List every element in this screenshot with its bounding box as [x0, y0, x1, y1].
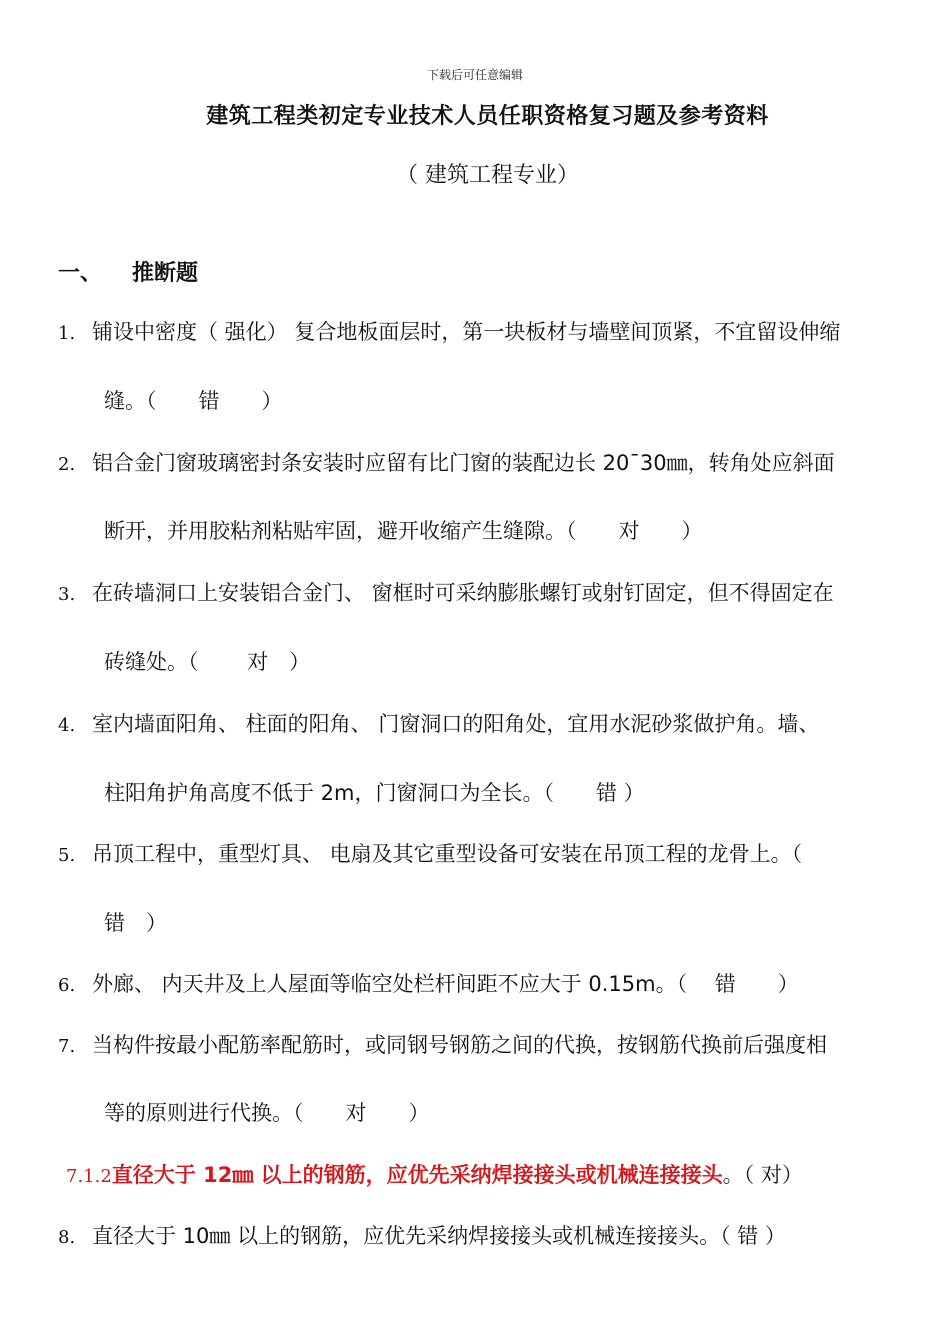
question-number: 1. — [58, 323, 76, 344]
question-item-3-continuation: 砖缝处。（ 对 ） — [104, 650, 311, 674]
document-title: 建筑工程类初定专业技术人员任职资格复习题及参考资料 — [206, 104, 769, 129]
question-number: 7. — [58, 1036, 76, 1057]
question-number: 3. — [58, 584, 76, 605]
question-text: 吊顶工程中，重型灯具、 电扇及其它重型设备可安装在吊顶工程的龙骨上。（ — [92, 842, 803, 866]
question-text: 直径大于 10㎜ 以上的钢筋，应优先采纳焊接接头或机械连接接头。（ 错 ） — [92, 1224, 786, 1248]
question-item-1-continuation: 缝。（ 错 ） — [104, 389, 283, 413]
document-subtitle: （ 建筑工程专业） — [396, 163, 579, 188]
question-number: 4. — [58, 715, 76, 736]
section-heading — [58, 256, 198, 287]
question-item-5-continuation: 错 ） — [104, 911, 167, 935]
answer-text: 。（ 对） — [722, 1163, 803, 1187]
question-text: 外廊、 内天井及上人屋面等临空处栏杆间距不应大于 0.15m。（ 错 ） — [92, 972, 799, 996]
highlighted-question-item — [66, 1159, 803, 1189]
question-item-4 — [58, 708, 819, 738]
question-item-5 — [58, 838, 802, 868]
question-text: 铝合金门窗玻璃密封条安装时应留有比门窗的装配边长 20¯30㎜，转角处应斜面 — [92, 451, 835, 475]
question-item-7 — [58, 1029, 827, 1059]
question-item-1 — [58, 316, 840, 346]
question-number: 6. — [58, 975, 76, 996]
question-item-8 — [58, 1220, 786, 1250]
question-number: 8. — [58, 1227, 76, 1248]
question-text: 铺设中密度（ 强化） 复合地板面层时，第一块板材与墙壁间顶紧，不宜留设伸缩 — [92, 320, 841, 344]
question-item-4-continuation: 柱阳角护角高度不低于 2m，门窗洞口为全长。（ 错 ） — [104, 781, 645, 805]
question-text: 室内墙面阳角、 柱面的阳角、 门窗洞口的阳角处，宜用水泥砂浆做护角。墙、 — [92, 712, 820, 736]
question-item-2 — [58, 447, 835, 477]
page-header: 下载后可任意编辑 — [426, 68, 523, 82]
section-number: 一、 — [58, 261, 103, 286]
question-text: 当构件按最小配筋率配筋时，或同钢号钢筋之间的代换，按钢筋代换前后强度相 — [92, 1033, 827, 1057]
question-number: 2. — [58, 454, 76, 475]
question-item-2-continuation: 断开，并用胶粘剂粘贴牢固，避开收缩产生缝隙。（ 对 ） — [104, 519, 703, 543]
question-text: 在砖墙洞口上安装铝合金门、 窗框时可采纳膨胀螺钉或射钉固定，但不得固定在 — [92, 581, 834, 605]
question-item-3 — [58, 577, 834, 607]
question-item-7-continuation: 等的原则进行代换。（ 对 ） — [104, 1101, 430, 1125]
question-number: 5. — [58, 845, 76, 866]
question-item-6 — [58, 968, 799, 998]
section-title: 推断题 — [132, 261, 199, 286]
question-number: 7.1.2 — [66, 1166, 112, 1187]
highlighted-question-text — [66, 1163, 723, 1187]
highlighted-text: 直径大于 12㎜ 以上的钢筋，应优先采纳焊接接头或机械连接接头 — [111, 1163, 723, 1187]
